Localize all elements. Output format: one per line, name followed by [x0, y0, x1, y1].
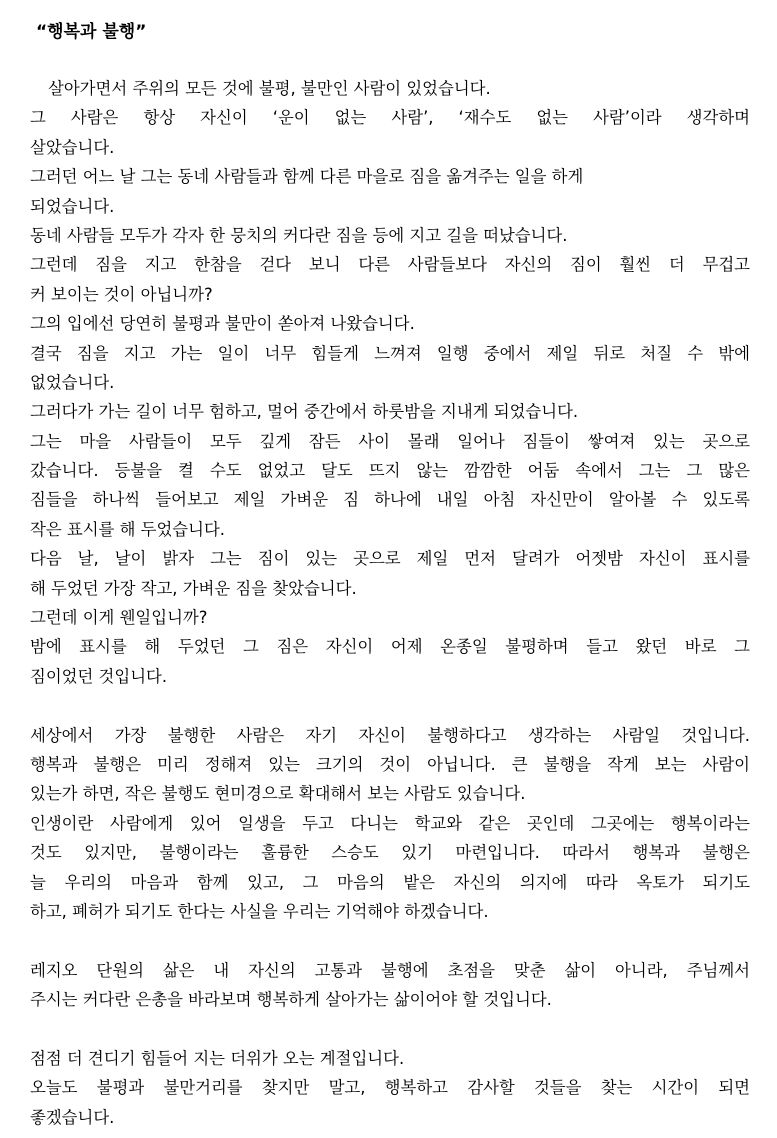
text-line: 것도 있지만, 불행이라는 훌륭한 스승도 있기 마련입니다. 따라서 행복과 불행은	[30, 843, 750, 863]
text-line: 없었습니다.	[30, 372, 115, 392]
text-line: 그런데 짐을 지고 한참을 걷다 보니 다른 사람들보다 자신의 짐이 훨씬 더 무겁고	[30, 255, 750, 275]
text-line: 그의 입에선 당연히 불평과 불만이 쏟아져 나왔습니다.	[30, 314, 415, 334]
text-line: 있는가 하면, 작은 불행도 현미경으로 확대해서 보는 사람도 있습니다.	[30, 784, 526, 804]
text-line: 오늘도 불평과 불만거리를 찾지만 말고, 행복하고 감사할 것들을 찾는 시간이 되면	[30, 1078, 750, 1098]
text-line: 살았습니다.	[30, 137, 115, 157]
text-line: 짐이었던 것입니다.	[30, 666, 168, 686]
text-line: 작은 표시를 해 두었습니다.	[30, 519, 226, 539]
text-line: 되었습니다.	[30, 196, 115, 216]
text-line: 점점 더 견디기 힘들어 지는 더위가 오는 계절입니다.	[30, 1048, 405, 1068]
text-line: 다음 날, 날이 밝자 그는 짐이 있는 곳으로 제일 먼저 달려가 어젯밤 자신이 표시를	[30, 549, 750, 569]
document-title: “행복과 불행”	[36, 22, 147, 42]
paragraph-spacer	[30, 691, 750, 720]
paragraph-spacer	[30, 926, 750, 955]
text-line: 갔습니다. 등불을 켤 수도 없었고 달도 뜨지 않는 깜깜한 어둠 속에서 그는 그 많은	[30, 461, 750, 481]
text-line: 하고, 폐허가 되기도 한다는 사실을 우리는 기억해야 하겠습니다.	[30, 901, 489, 921]
text-line: 행복과 불행은 미리 정해져 있는 크기의 것이 아닙니다. 큰 불행을 작게 보는 사람이	[30, 754, 750, 774]
text-line: 해 두었던 가장 작고, 가벼운 짐을 찾았습니다.	[30, 578, 357, 598]
text-line: 그러다가 가는 길이 너무 험하고, 멀어 중간에서 하룻밤을 지내게 되었습니다.	[30, 402, 579, 422]
text-line: 레지오 단원의 삶은 내 자신의 고통과 불행에 초점을 맞춘 삶이 아니라, 주님께서	[30, 960, 750, 980]
paragraph	[30, 721, 750, 927]
paragraph	[30, 1044, 750, 1132]
text-line: 인생이란 사람에게 있어 일생을 두고 다니는 학교와 같은 곳인데 그곳에는 행복이라는	[30, 813, 750, 833]
text-line: 밤에 표시를 해 두었던 그 짐은 자신이 어제 온종일 불평하며 들고 왔던 바로 그	[30, 637, 750, 657]
text-line: 늘 우리의 마음과 함께 있고, 그 마음의 밭은 자신의 의지에 따라 옥토가 되기도	[30, 872, 750, 892]
text-line: 주시는 커다란 은총을 바라보며 행복하게 살아가는 삶이어야 할 것입니다.	[30, 990, 552, 1010]
text-line: 짐들을 하나씩 들어보고 제일 가벼운 짐 하나에 내일 아침 자신만이 알아볼 수 있도록	[30, 490, 750, 510]
paragraph	[30, 956, 750, 1015]
paragraph-spacer	[30, 1015, 750, 1044]
text-line: 그 사람은 항상 자신이 ‘운이 없는 사람’, ‘재수도 없는 사람’이라 생각하며	[30, 108, 750, 128]
text-line: 그러던 어느 날 그는 동네 사람들과 함께 다른 마을로 짐을 옮겨주는 일을 하게	[30, 167, 584, 187]
text-line: 그는 마을 사람들이 모두 깊게 잠든 사이 몰래 일어나 짐들이 쌓여져 있는 곳으로	[30, 431, 750, 451]
text-line: 결국 짐을 지고 가는 일이 너무 힘들게 느껴져 일행 중에서 제일 뒤로 처질 수 밖에	[30, 343, 750, 363]
document-page	[30, 18, 750, 1132]
text-line: 세상에서 가장 불행한 사람은 자기 자신이 불행하다고 생각하는 사람일 것입니다.	[30, 725, 750, 745]
text-line: 커 보이는 것이 아닙니까?	[30, 284, 213, 304]
text-line: 살아가면서 주위의 모든 것에 불평, 불만인 사람이 있었습니다.	[48, 79, 491, 98]
title-spacer	[30, 46, 750, 74]
paragraph	[30, 74, 750, 691]
text-line: 동네 사람들 모두가 각자 한 뭉치의 커다란 짐을 등에 지고 길을 떠났습니다.	[30, 225, 568, 245]
text-line: 그런데 이게 웬일입니까?	[30, 608, 208, 628]
document-body	[30, 74, 750, 1132]
text-line: 좋겠습니다.	[30, 1107, 115, 1127]
